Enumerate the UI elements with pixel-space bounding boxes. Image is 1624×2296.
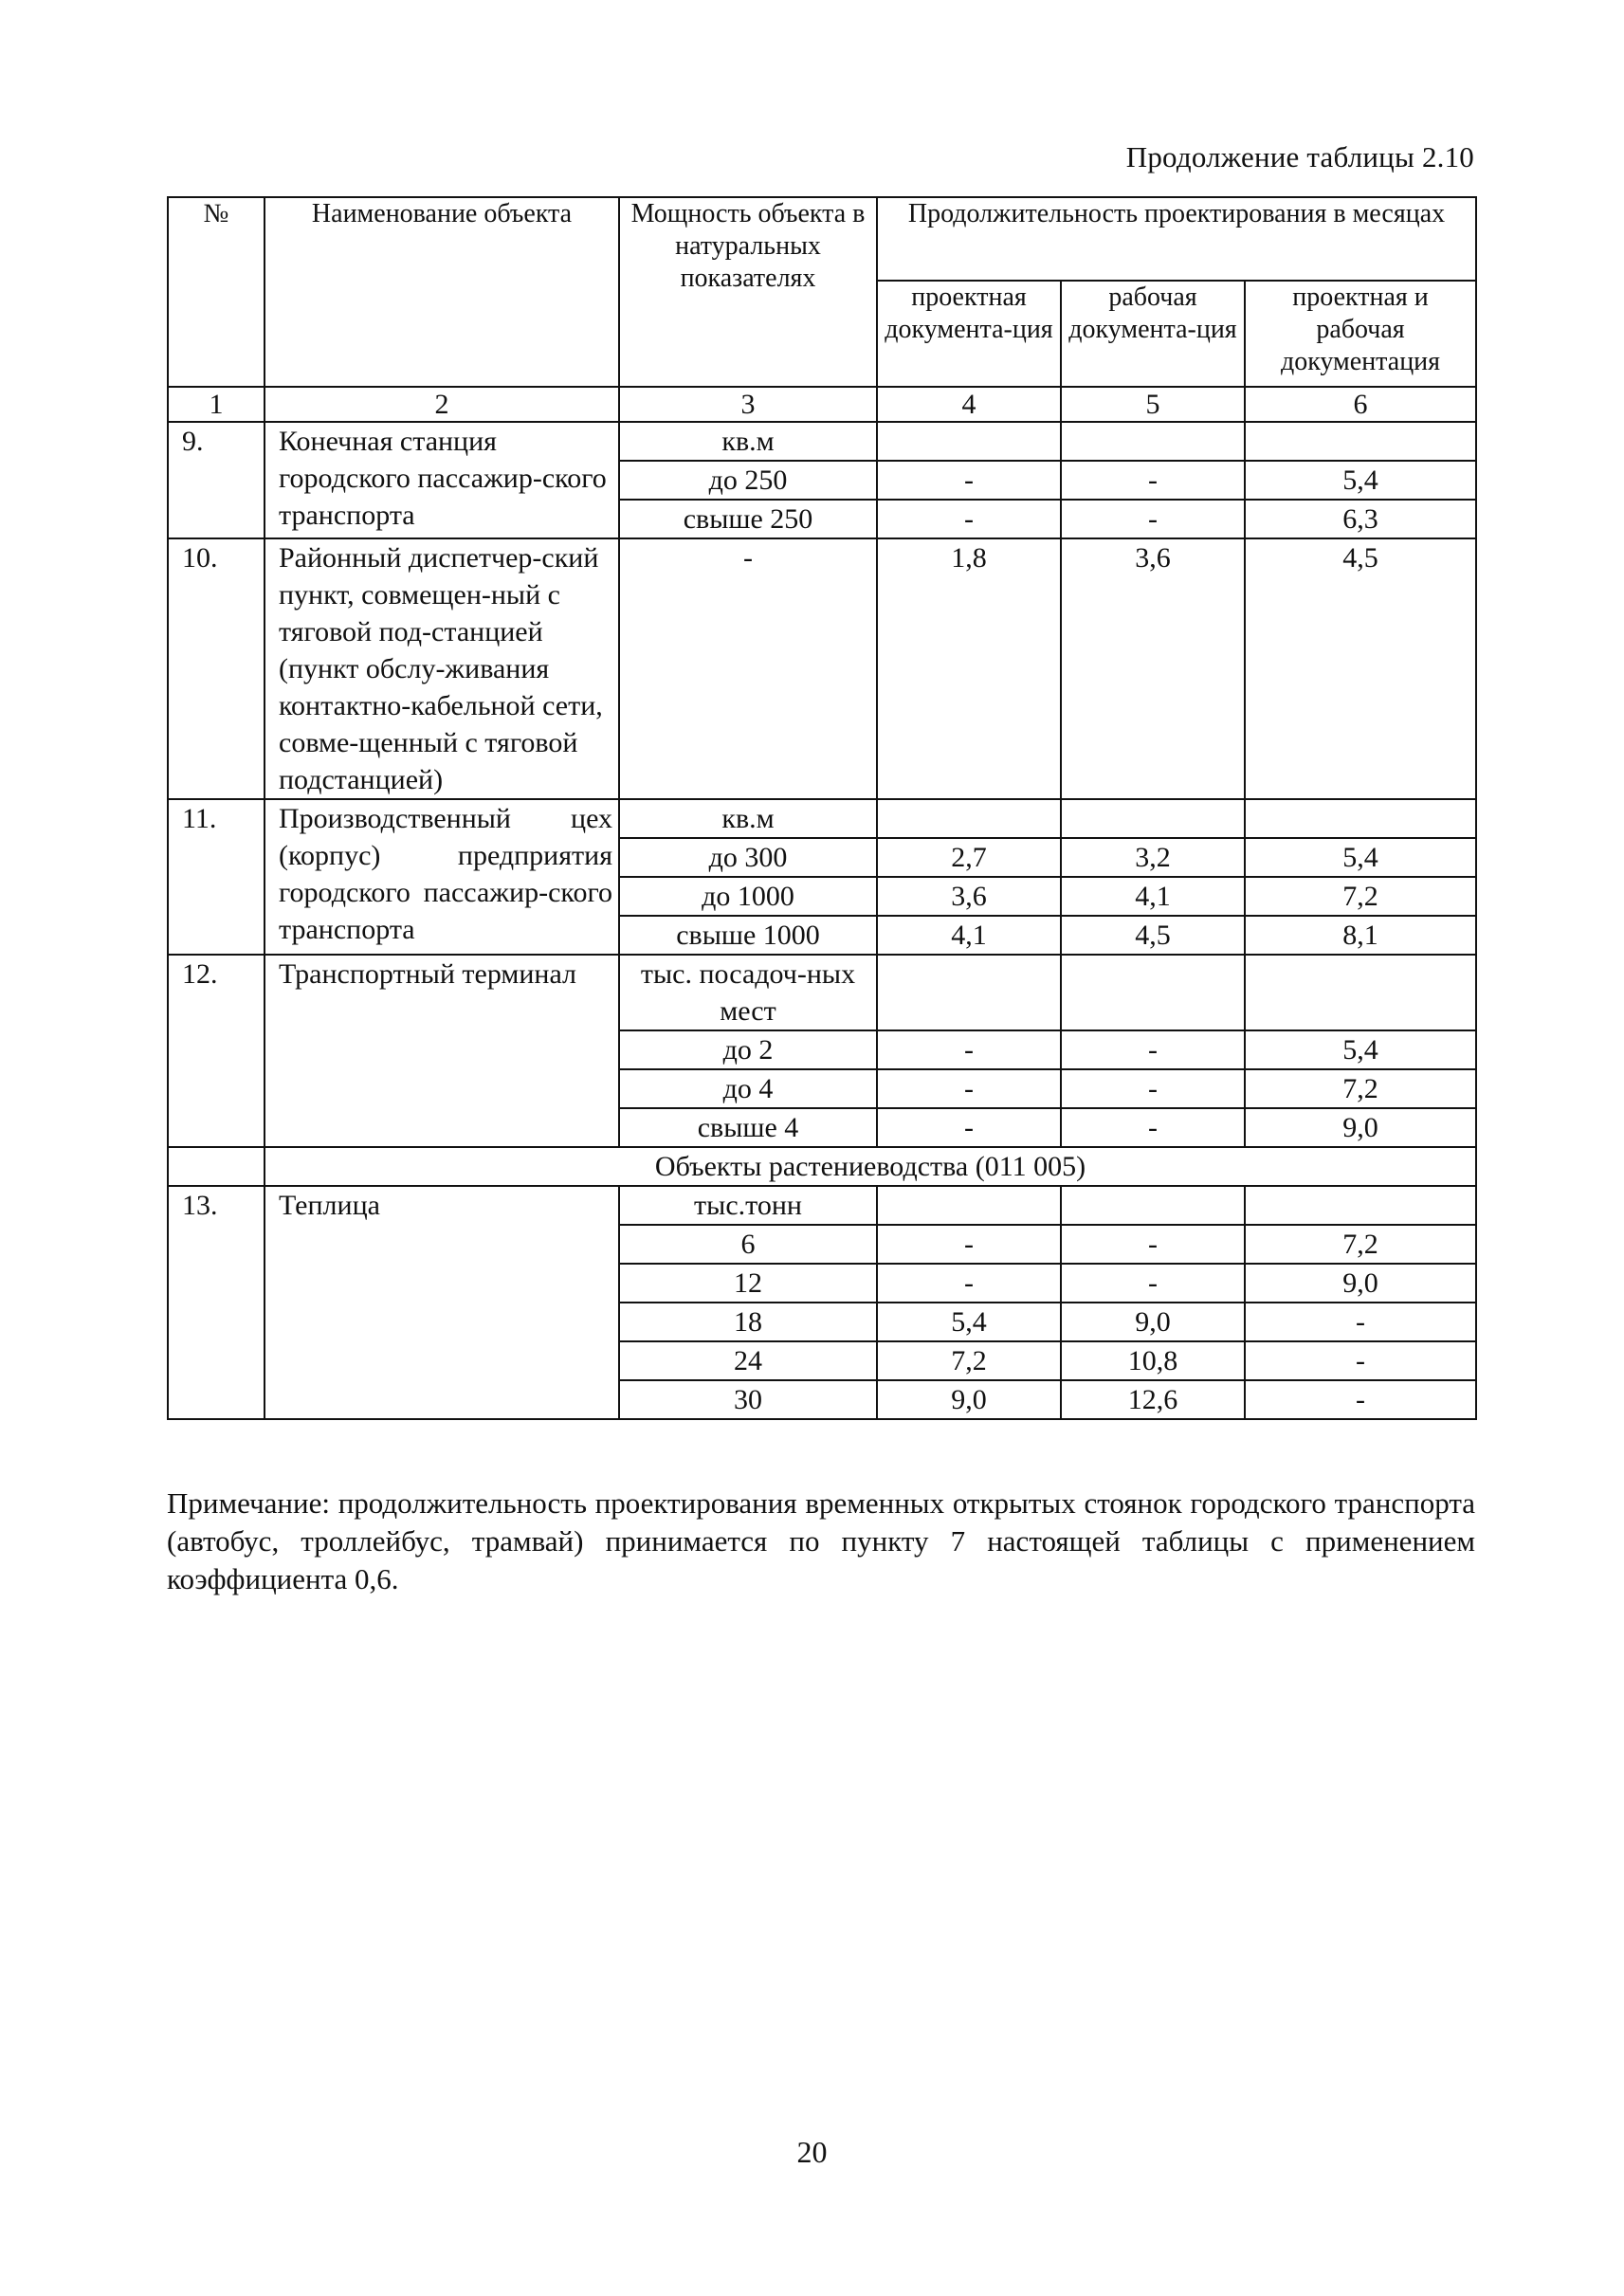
- work-doc-cell: 3,6: [1061, 538, 1245, 799]
- both-doc-cell: -: [1245, 1380, 1476, 1419]
- capacity-cell: до 2: [619, 1030, 877, 1069]
- duration-table: [167, 196, 1477, 1420]
- work-doc-cell: 3,2: [1061, 838, 1245, 877]
- capacity-cell: кв.м: [619, 422, 877, 461]
- design-doc-cell: 5,4: [877, 1303, 1061, 1341]
- both-doc-cell: 5,4: [1245, 838, 1476, 877]
- both-doc-cell: -: [1245, 1303, 1476, 1341]
- both-doc-cell: 8,1: [1245, 916, 1476, 955]
- object-name: Теплица: [265, 1186, 619, 1419]
- both-doc-cell: 7,2: [1245, 1069, 1476, 1108]
- object-name: Транспортный терминал: [265, 955, 619, 1147]
- design-doc-cell: 9,0: [877, 1380, 1061, 1419]
- capacity-cell: тыс. посадоч-ных мест: [619, 955, 877, 1030]
- column-number: 1: [168, 387, 265, 422]
- table-row: [168, 799, 1476, 838]
- both-doc-cell: 7,2: [1245, 1225, 1476, 1264]
- work-doc-cell: 4,5: [1061, 916, 1245, 955]
- capacity-cell: 30: [619, 1380, 877, 1419]
- work-doc-cell: 4,1: [1061, 877, 1245, 916]
- both-doc-cell: [1245, 422, 1476, 461]
- work-doc-cell: -: [1061, 1225, 1245, 1264]
- design-doc-cell: -: [877, 1108, 1061, 1147]
- both-doc-cell: -: [1245, 1341, 1476, 1380]
- column-number: 2: [265, 387, 619, 422]
- header-no: №: [168, 197, 265, 387]
- table-caption: Продолжение таблицы 2.10: [1125, 140, 1474, 173]
- row-number: 10.: [168, 538, 265, 799]
- row-number: 13.: [168, 1186, 265, 1419]
- design-doc-cell: -: [877, 1264, 1061, 1303]
- header-design-doc: проектная документа-ция: [877, 281, 1061, 387]
- work-doc-cell: -: [1061, 1030, 1245, 1069]
- column-number: 5: [1061, 387, 1245, 422]
- both-doc-cell: [1245, 799, 1476, 838]
- table-row: [168, 422, 1476, 461]
- work-doc-cell: -: [1061, 461, 1245, 500]
- header-name: Наименование объекта: [265, 197, 619, 387]
- header-capacity: Мощность объекта в натуральных показателях: [619, 197, 877, 387]
- design-doc-cell: [877, 799, 1061, 838]
- work-doc-cell: 10,8: [1061, 1341, 1245, 1380]
- header-both-doc: проектная и рабочая документация: [1245, 281, 1476, 387]
- header-work-doc: рабочая документа-ция: [1061, 281, 1245, 387]
- column-number: 6: [1245, 387, 1476, 422]
- capacity-cell: кв.м: [619, 799, 877, 838]
- design-doc-cell: 3,6: [877, 877, 1061, 916]
- design-doc-cell: 2,7: [877, 838, 1061, 877]
- capacity-cell: -: [619, 538, 877, 799]
- footnote: Примечание: продолжительность проектирования временных открытых стоянок городского транспорта (автобус, троллейбус, трамвай) принимается по пункту 7 настоящей таблицы с применением коэффициента 0,6.: [167, 1486, 1475, 1595]
- design-doc-cell: [877, 422, 1061, 461]
- column-numbers-row: [168, 387, 1476, 422]
- section-title: Объекты растениеводства (011 005): [265, 1147, 1476, 1186]
- work-doc-cell: -: [1061, 1069, 1245, 1108]
- object-name: Производственный цех (корпус) предприятия городского пассажир-ского транспорта: [265, 799, 619, 955]
- section-row: [168, 1147, 1476, 1186]
- capacity-cell: до 250: [619, 461, 877, 500]
- work-doc-cell: [1061, 422, 1245, 461]
- work-doc-cell: -: [1061, 1264, 1245, 1303]
- both-doc-cell: 4,5: [1245, 538, 1476, 799]
- table-row: [168, 538, 1476, 799]
- design-doc-cell: -: [877, 500, 1061, 538]
- work-doc-cell: [1061, 799, 1245, 838]
- design-doc-cell: -: [877, 1225, 1061, 1264]
- table-row: [168, 955, 1476, 1030]
- both-doc-cell: 9,0: [1245, 1108, 1476, 1147]
- both-doc-cell: 5,4: [1245, 1030, 1476, 1069]
- capacity-cell: 6: [619, 1225, 877, 1264]
- design-doc-cell: -: [877, 1030, 1061, 1069]
- capacity-cell: до 300: [619, 838, 877, 877]
- both-doc-cell: [1245, 955, 1476, 1030]
- design-doc-cell: [877, 955, 1061, 1030]
- header-duration-group: Продолжительность проектирования в месяцах: [877, 197, 1476, 281]
- work-doc-cell: -: [1061, 1108, 1245, 1147]
- both-doc-cell: 6,3: [1245, 500, 1476, 538]
- design-doc-cell: -: [877, 1069, 1061, 1108]
- work-doc-cell: [1061, 955, 1245, 1030]
- capacity-cell: 12: [619, 1264, 877, 1303]
- capacity-cell: свыше 250: [619, 500, 877, 538]
- design-doc-cell: 1,8: [877, 538, 1061, 799]
- capacity-cell: до 4: [619, 1069, 877, 1108]
- row-number: 9.: [168, 422, 265, 538]
- design-doc-cell: 4,1: [877, 916, 1061, 955]
- page-number: 20: [796, 2135, 828, 2169]
- object-name: Районный диспетчер-ский пункт, совмещен-ный с тяговой под-станцией (пункт обслу-живания контактно-кабельной сети, совме-щенный с тяговой подстанцией): [265, 538, 619, 799]
- column-number: 3: [619, 387, 877, 422]
- capacity-cell: свыше 1000: [619, 916, 877, 955]
- column-number: 4: [877, 387, 1061, 422]
- capacity-cell: свыше 4: [619, 1108, 877, 1147]
- work-doc-cell: -: [1061, 500, 1245, 538]
- both-doc-cell: 9,0: [1245, 1264, 1476, 1303]
- design-doc-cell: -: [877, 461, 1061, 500]
- table-row: [168, 1186, 1476, 1225]
- capacity-cell: тыс.тонн: [619, 1186, 877, 1225]
- capacity-cell: до 1000: [619, 877, 877, 916]
- both-doc-cell: 7,2: [1245, 877, 1476, 916]
- design-doc-cell: [877, 1186, 1061, 1225]
- capacity-cell: 24: [619, 1341, 877, 1380]
- work-doc-cell: 12,6: [1061, 1380, 1245, 1419]
- object-name: Конечная станция городского пассажир-ского транспорта: [265, 422, 619, 538]
- both-doc-cell: 5,4: [1245, 461, 1476, 500]
- work-doc-cell: [1061, 1186, 1245, 1225]
- capacity-cell: 18: [619, 1303, 877, 1341]
- design-doc-cell: 7,2: [877, 1341, 1061, 1380]
- both-doc-cell: [1245, 1186, 1476, 1225]
- work-doc-cell: 9,0: [1061, 1303, 1245, 1341]
- row-number: 12.: [168, 955, 265, 1147]
- row-number: 11.: [168, 799, 265, 955]
